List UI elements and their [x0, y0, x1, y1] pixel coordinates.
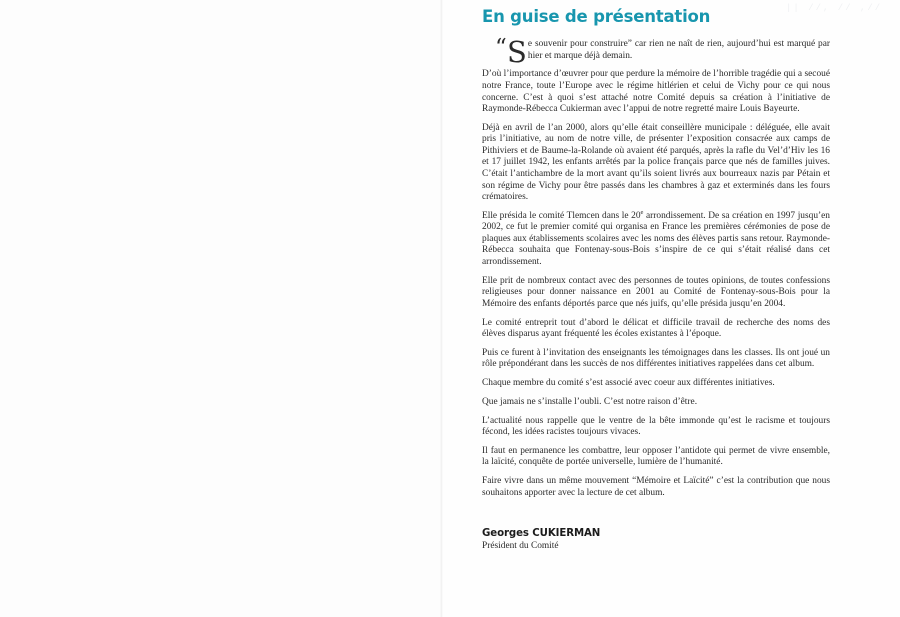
paragraph-opening — [482, 35, 830, 70]
paragraph-8: Chaque membre du comité s’est associé avec coeur aux différentes initiatives. — [482, 378, 775, 389]
article-text-column — [482, 0, 830, 551]
paragraph-12: Faire vivre dans un même mouvement “Mémoire et Laïcité” c’est la contribution que nous souhaitons apporter avec la lecture de cet album. — [482, 476, 830, 498]
drop-cap-letter: S — [507, 35, 527, 70]
page-title: En guise de présentation — [482, 7, 711, 26]
paragraph-4-part-a: Elle présida le comité Tlemcen dans le 20 — [482, 210, 641, 221]
paragraph-5: Elle prit de nombreux contact avec des personnes de toutes opinions, de toutes confessions religieuses pour donner naissance en 2001 au Comité de Fontenay-sous-Bois pour la Mémoire des enfants déportés parce que nés juifs, qu’elle présida jusqu’en 2004. — [482, 275, 830, 309]
paragraph-11: Il faut en permanence les combattre, leur opposer l’antidote qui permet de vivre ensemble, la laïcité, conquête de portée universelle, lumière de l’humanité. — [482, 445, 830, 468]
paragraph-opening-text: e souvenir pour construire” car rien ne naît de rien, aujourd’hui est marqué par hier et marque déjà demain. — [527, 39, 830, 61]
paragraph-10: L’actualité nous rappelle que le ventre de la bête immonde qu’est le racisme et toujours fécond, les idées racistes toujours vivaces. — [482, 415, 830, 438]
paragraph-9: Que jamais ne s’installe l’oubli. C’est notre raison d’être. — [482, 396, 698, 407]
paragraph-6: Le comité entreprit tout d’abord le délicat et difficile travail de recherche des noms des élèves disparus ayant fréquenté les écoles existantes à l’époque. — [482, 317, 830, 340]
left-blank-page — [0, 0, 441, 617]
paragraph-7: Puis ce furent à l’invitation des enseignants les témoignages dans les classes. Ils ont joué un rôle prépondérant dans les succès de nos différentes initiatives rappelées dans cet album. — [482, 347, 830, 370]
paragraph-4-part-b: arrondissement. De sa création en 1997 jusqu’en 2002, ce fut le premier comité qui organisa en France les premières cérémonies de pose de plaques aux établissements scolaires avec les noms des élèves partis sans retour. Raymonde-Rébecca souhaita que Fontenay-sous-Bois s’inspire de ce qui s’était réalisé dans cet arrondissement. — [482, 210, 830, 267]
signature-name: Georges CUKIERMAN — [482, 528, 601, 540]
signature-block — [482, 528, 830, 551]
paragraph-2: D’où l’importance d’œuvrer pour que perdure la mémoire de l’horrible tragédie qui a secoué notre France, toute l’Europe avec le régime hitlérien et celui de Vichy pour ce qui nous concerne. C’est à quoi s’est attaché notre Comité depuis sa création à l’initiative de Raymonde-Rébecca Cukierman avec l’appui de notre regretté maire Louis Bayeurte. — [482, 69, 830, 115]
scan-artifact-marks: || //, // ,// — [786, 3, 882, 12]
signature-role: Président du Comité — [482, 541, 559, 552]
paragraph-3: Déjà en avril de l’an 2000, alors qu’elle était conseillère municipale : déléguée, elle avait pris l’initiative, au nom de notre ville, de présenter l’exposition consacrée aux camps de Pithiviers et de Baume-la-Rolande où avaient été parqués, après la rafle du Vel’d’Hiv les 16 et 17 juillet 1942, les enfants arrêtés par la police français parce que nés de familles juives. C’était l’antichambre de la mort avant qu’ils soient livrés aux bourreaux nazis par Pétain et son régime de Vichy pour être passés dans les chambres à gaz et exterminés dans les fours crématoires. — [482, 122, 830, 203]
ordinal-suffix: e — [640, 208, 644, 216]
book-gutter-line — [440, 0, 443, 617]
opening-quote-glyph: “ — [495, 35, 507, 62]
paragraph-4 — [482, 208, 830, 269]
